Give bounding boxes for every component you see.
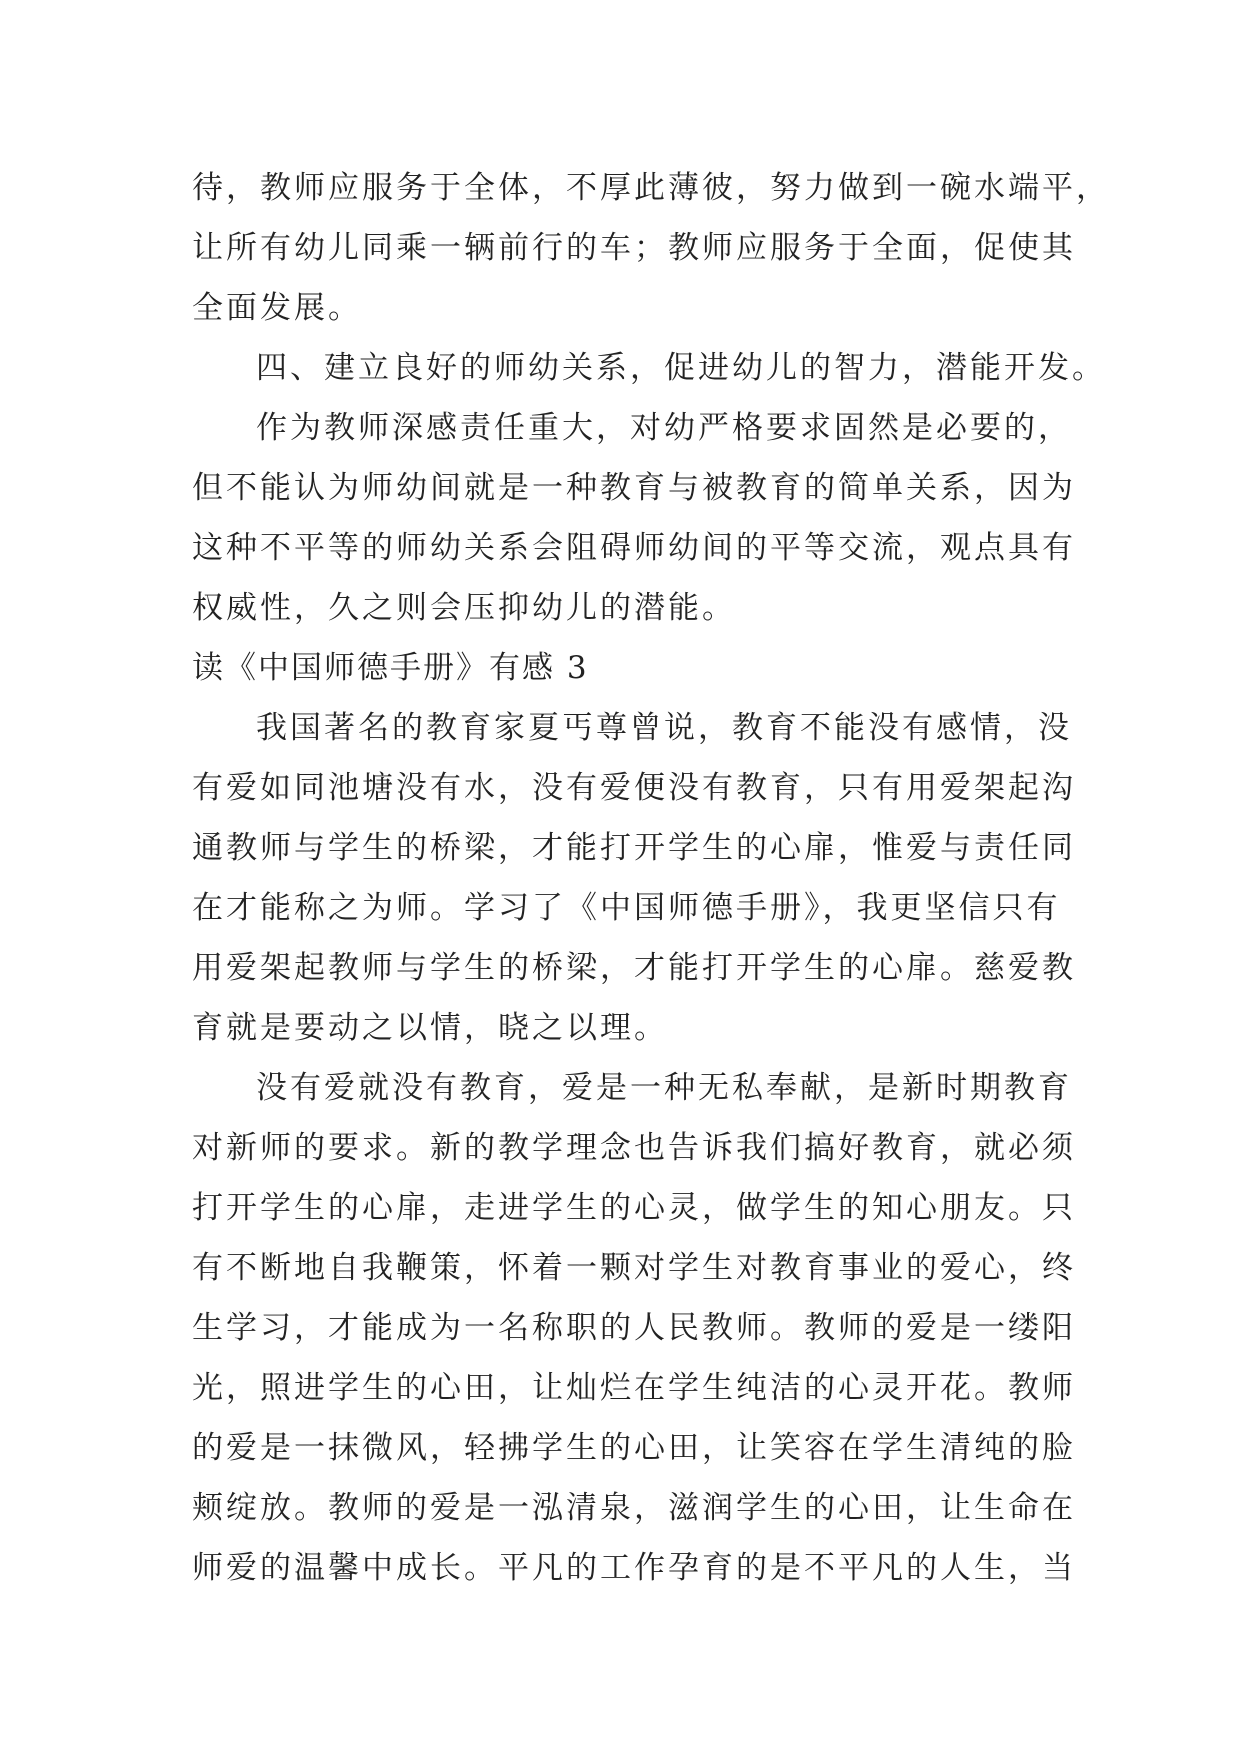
paragraph-line: 在才能称之为师。学习了《中国师德手册》，我更坚信只有: [192, 890, 1061, 926]
paragraph-line: 待，教师应服务于全体，不厚此薄彼，努力做到一碗水端平，: [192, 170, 1110, 206]
paragraph-line: 这种不平等的师幼关系会阻碍师幼间的平等交流，观点具有: [192, 530, 1076, 566]
paragraph-line: 我国著名的教育家夏丐尊曾说，教育不能没有感情，没: [256, 710, 1072, 746]
paragraph-line: 全面发展。: [192, 290, 362, 326]
article-title: 读《中国师德手册》有感 3: [192, 650, 589, 686]
paragraph-line: 颊绽放。教师的爱是一泓清泉，滋润学生的心田，让生命在: [192, 1490, 1076, 1526]
paragraph-line: 用爱架起教师与学生的桥梁，才能打开学生的心扉。慈爱教: [192, 950, 1076, 986]
paragraph-line: 光，照进学生的心田，让灿烂在学生纯洁的心灵开花。教师: [192, 1370, 1076, 1406]
paragraph-line: 作为教师深感责任重大，对幼严格要求固然是必要的，: [256, 410, 1072, 446]
paragraph-line: 让所有幼儿同乘一辆前行的车；教师应服务于全面，促使其: [192, 230, 1076, 266]
paragraph-line: 权威性，久之则会压抑幼儿的潜能。: [192, 590, 736, 626]
paragraph-line: 打开学生的心扉，走进学生的心灵，做学生的知心朋友。只: [192, 1190, 1076, 1226]
paragraph-line: 有爱如同池塘没有水，没有爱便没有教育，只有用爱架起沟: [192, 770, 1076, 806]
paragraph-line: 但不能认为师幼间就是一种教育与被教育的简单关系，因为: [192, 470, 1076, 506]
paragraph-line: 生学习，才能成为一名称职的人民教师。教师的爱是一缕阳: [192, 1310, 1076, 1346]
paragraph-line: 师爱的温馨中成长。平凡的工作孕育的是不平凡的人生，当: [192, 1550, 1076, 1586]
section-heading: 四、建立良好的师幼关系，促进幼儿的智力，潜能开发。: [256, 350, 1106, 386]
paragraph-line: 对新师的要求。新的教学理念也告诉我们搞好教育，就必须: [192, 1130, 1076, 1166]
paragraph-line: 育就是要动之以情，晓之以理。: [192, 1010, 668, 1046]
paragraph-line: 的爱是一抹微风，轻拂学生的心田，让笑容在学生清纯的脸: [192, 1430, 1076, 1466]
paragraph-line: 有不断地自我鞭策，怀着一颗对学生对教育事业的爱心，终: [192, 1250, 1076, 1286]
paragraph-line: 没有爱就没有教育，爱是一种无私奉献，是新时期教育: [256, 1070, 1072, 1106]
paragraph-line: 通教师与学生的桥梁，才能打开学生的心扉，惟爱与责任同: [192, 830, 1076, 866]
